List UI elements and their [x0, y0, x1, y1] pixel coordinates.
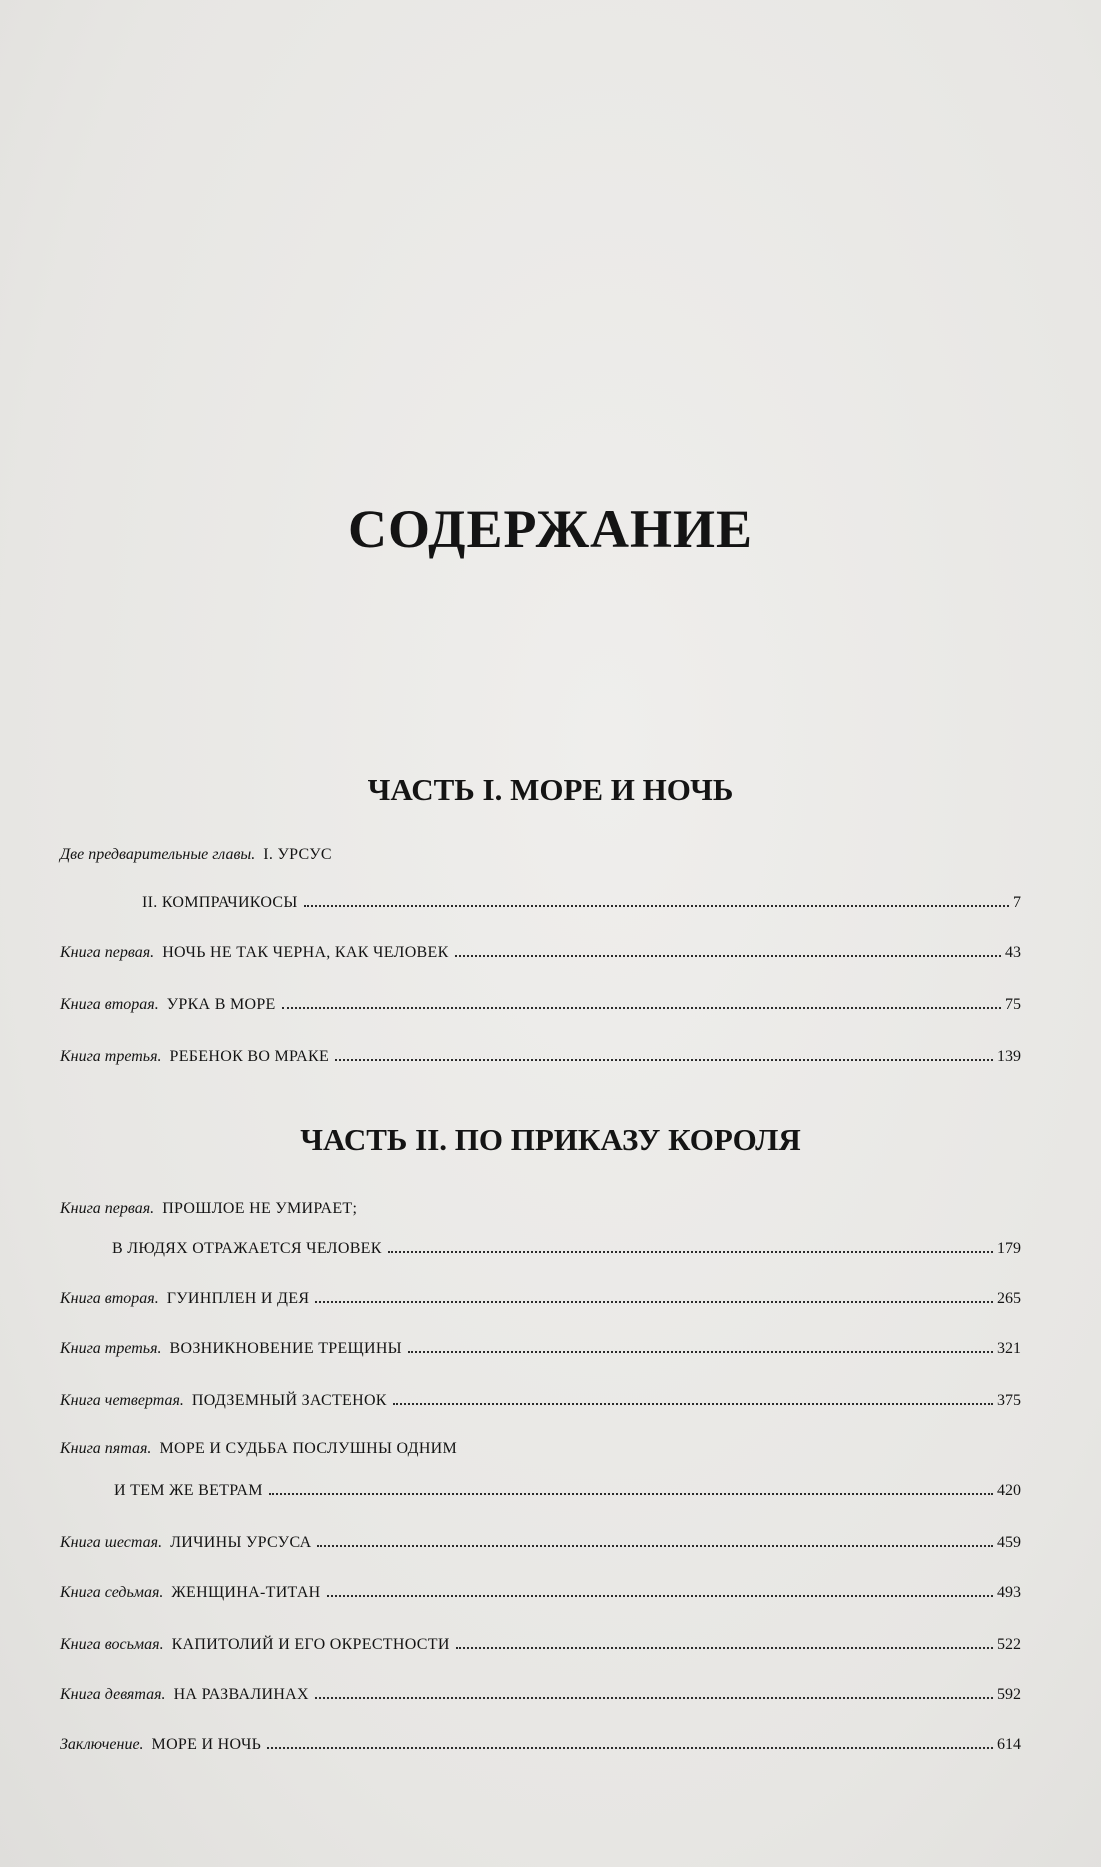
- entry-title: II. КОМПРАЧИКОСЫ: [142, 894, 298, 911]
- leader-dots: [317, 1545, 993, 1547]
- toc-entry: [60, 944, 1021, 966]
- entry-page: 321: [997, 1340, 1021, 1357]
- leader-dots: [327, 1595, 993, 1597]
- entry-lead: Заключение.: [60, 1736, 144, 1753]
- entry-page: 265: [997, 1290, 1021, 1307]
- entry-title: ГУИНПЛЕН И ДЕЯ: [166, 1290, 310, 1307]
- entry-title: ПРОШЛОЕ НЕ УМИРАЕТ;: [162, 1200, 358, 1217]
- toc-entry: [60, 1392, 1021, 1414]
- entry-title: РЕБЕНОК ВО МРАКЕ: [169, 1048, 330, 1065]
- entry-lead: Книга четвертая.: [60, 1392, 184, 1409]
- entry-title: ЖЕНЩИНА-ТИТАН: [171, 1584, 321, 1601]
- entry-page: 179: [997, 1240, 1021, 1257]
- entry-title: МОРЕ И НОЧЬ: [151, 1736, 262, 1753]
- leader-dots: [456, 1647, 993, 1649]
- entry-page: 592: [997, 1686, 1021, 1703]
- entry-page: 522: [997, 1636, 1021, 1653]
- entry-page: 459: [997, 1534, 1021, 1551]
- entry-title: И ТЕМ ЖЕ ВЕТРАМ: [114, 1482, 263, 1499]
- entry-title: УРКА В МОРЕ: [166, 996, 276, 1013]
- leader-dots: [388, 1251, 993, 1253]
- toc-entry: [60, 1048, 1021, 1070]
- toc-entry: [60, 846, 1021, 864]
- entry-title: ЛИЧИНЫ УРСУСА: [170, 1534, 312, 1551]
- toc-entry: [60, 1200, 1021, 1218]
- toc-entry: [142, 894, 1021, 916]
- toc-entry: [114, 1482, 1021, 1504]
- entry-title: ВОЗНИКНОВЕНИЕ ТРЕЩИНЫ: [169, 1340, 402, 1357]
- leader-dots: [408, 1351, 993, 1353]
- entry-lead: Книга седьмая.: [60, 1584, 164, 1601]
- entry-title: НА РАЗВАЛИНАХ: [173, 1686, 309, 1703]
- toc-entry: [60, 1340, 1021, 1362]
- entry-page: 375: [997, 1392, 1021, 1409]
- entry-lead: Книга восьмая.: [60, 1636, 164, 1653]
- leader-dots: [335, 1059, 993, 1061]
- toc-entry: [60, 1636, 1021, 1658]
- toc-entry: [60, 1686, 1021, 1708]
- leader-dots: [304, 905, 1009, 907]
- entry-page: 43: [1005, 944, 1021, 961]
- entry-lead: Две предварительные главы.: [60, 846, 256, 863]
- entry-lead: Книга вторая.: [60, 1290, 159, 1307]
- entry-lead: Книга первая.: [60, 1200, 155, 1217]
- entry-title: В ЛЮДЯХ ОТРАЖАЕТСЯ ЧЕЛОВЕК: [112, 1240, 382, 1257]
- entry-lead: Книга пятая.: [60, 1440, 152, 1457]
- leader-dots: [315, 1697, 993, 1699]
- entry-title: КАПИТОЛИЙ И ЕГО ОКРЕСТНОСТИ: [171, 1636, 450, 1653]
- part-1-heading: ЧАСТЬ I. МОРЕ И НОЧЬ: [367, 772, 734, 807]
- entry-lead: Книга третья.: [60, 1048, 162, 1065]
- entry-title: I. УРСУС: [263, 846, 332, 863]
- entry-title: МОРЕ И СУДЬБА ПОСЛУШНЫ ОДНИМ: [159, 1440, 458, 1457]
- toc-entry: [60, 996, 1021, 1018]
- entry-lead: Книга третья.: [60, 1340, 162, 1357]
- entry-page: 7: [1013, 894, 1021, 911]
- entry-lead: Книга вторая.: [60, 996, 159, 1013]
- entry-lead: Книга шестая.: [60, 1534, 163, 1551]
- entry-lead: Книга первая.: [60, 944, 155, 961]
- leader-dots: [315, 1301, 993, 1303]
- leader-dots: [267, 1747, 993, 1749]
- part-2-heading: ЧАСТЬ II. ПО ПРИКАЗУ КОРОЛЯ: [300, 1122, 801, 1157]
- toc-entry: [60, 1534, 1021, 1556]
- toc-entry: [60, 1440, 1021, 1458]
- entry-page: 493: [997, 1584, 1021, 1601]
- leader-dots: [393, 1403, 993, 1405]
- entry-page: 420: [997, 1482, 1021, 1499]
- entry-title: НОЧЬ НЕ ТАК ЧЕРНА, КАК ЧЕЛОВЕК: [162, 944, 449, 961]
- leader-dots: [269, 1493, 993, 1495]
- leader-dots: [282, 1007, 1001, 1009]
- leader-dots: [455, 955, 1001, 957]
- toc-entry: [60, 1584, 1021, 1606]
- contents-heading: СОДЕРЖАНИЕ: [348, 499, 753, 559]
- toc-entry: [60, 1290, 1021, 1312]
- entry-page: 614: [997, 1736, 1021, 1753]
- entry-title: ПОДЗЕМНЫЙ ЗАСТЕНОК: [191, 1392, 387, 1409]
- entry-lead: Книга девятая.: [60, 1686, 166, 1703]
- toc-entry: [112, 1240, 1021, 1262]
- toc-entry: [60, 1736, 1021, 1758]
- entry-page: 75: [1005, 996, 1021, 1013]
- entry-page: 139: [997, 1048, 1021, 1065]
